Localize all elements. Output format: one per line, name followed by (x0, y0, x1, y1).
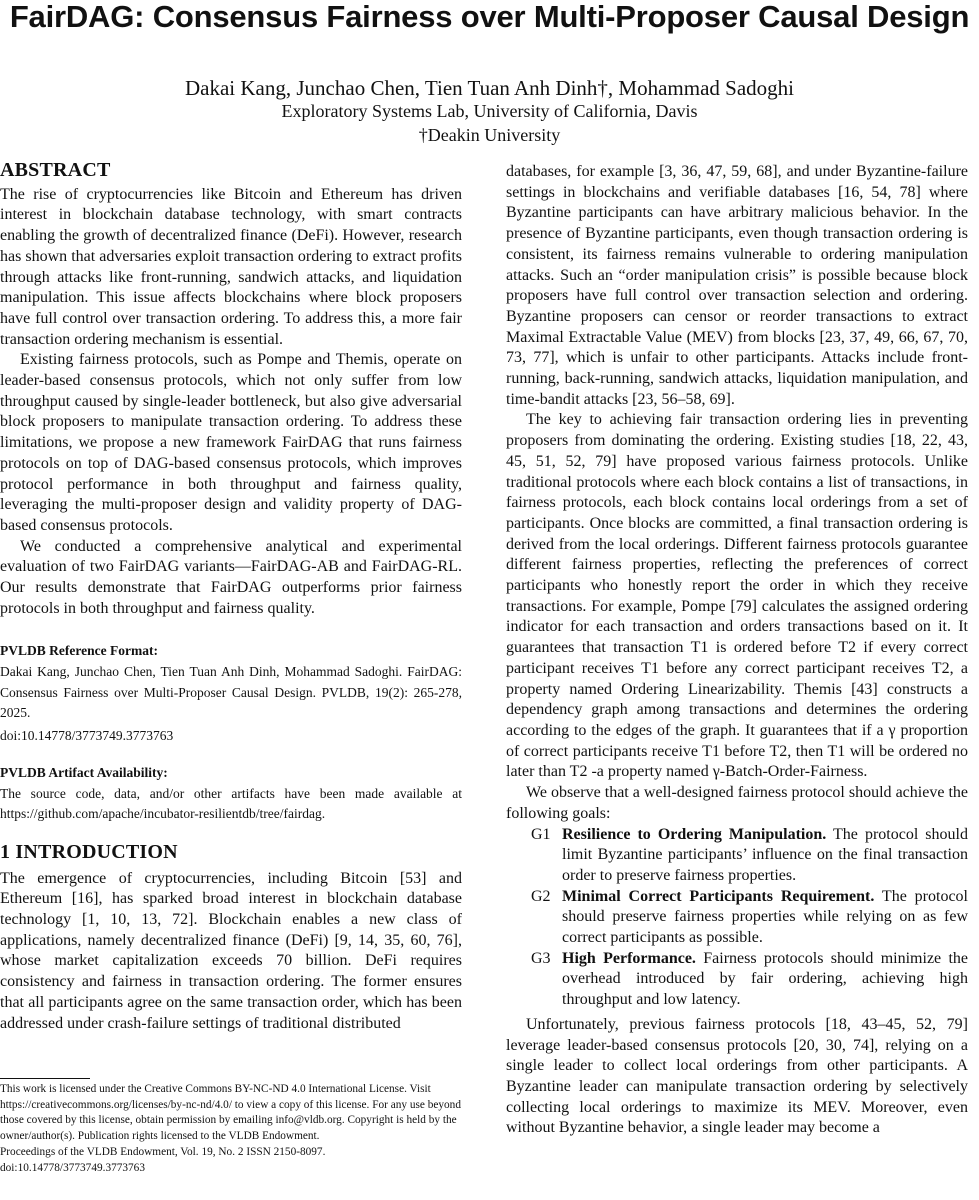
proceedings-note: Proceedings of the VLDB Endowment, Vol. 19, No. 2 ISSN 2150-8097. (0, 1145, 326, 1158)
abstract-heading: ABSTRACT (0, 159, 111, 181)
abstract-paragraph-1: The rise of cryptocurrencies like Bitcoin and Ethereum has driven interest in blockchain database technology, with smart contracts enabling the growth of decentralized finance (DeFi). However, research has shown that adversaries exploit transaction ordering to extract profits through attacks like front-running, sandwich attacks, and liquidation manipulation. This issue affects blockchains where block proposers have full control over transaction ordering. To address this, a more fair transaction ordering mechanism is essential. (0, 185, 462, 348)
intro-paragraph-1: The emergence of cryptocurrencies, including Bitcoin [53] and Ethereum [16], has sparked broad interest in blockchain database technology [1, 10, 13, 72]. Blockchain enables a new class of applications, namely decentralized finance (DeFi) [9, 14, 35, 60, 76], whose market capitalization exceeds 70 billion. DeFi requires consistency and fairness in transaction ordering. The former ensures that all participants agree on the same transaction order, which has been addressed under crash-failure settings of traditional distributed (0, 869, 462, 1032)
footnote-rule (0, 1078, 90, 1079)
affiliation-1: Exploratory Systems Lab, University of California, Davis (281, 101, 698, 121)
right-paragraph-3: We observe that a well-designed fairness protocol should achieve the following goals: (506, 784, 968, 822)
right-paragraph-2: The key to achieving fair transaction ordering lies in preventing proposers from dominating the ordering. Existing studies [18, 22, 43, 45, 51, 52, 79] have proposed various fairness protocols. Unlike traditional protocols where each block contains a list of transactions, in fairness protocols, each block contains local orderings from a set of participants. Once blocks are committed, a final transaction ordering is derived from the local orderings. Different fairness protocols guarantee different fairness properties, reflecting the preferences of correct participants who honestly report the order in which they receive transactions. For example, Pompe [79] calculates the assigned ordering indicator for each transaction and orders transactions based on it. It guarantees that transaction T1 is ordered before T2 if every correct participant receives T1 before any correct participant receives T2, a property named Ordering Linearizability. Themis [43] constructs a dependency graph among transactions and determines the ordering according to the edges of the graph. It guarantees that if a γ proportion of correct participants receive T1 before T2, then T1 will be ordered no later than T2 -a property named γ-Batch-Order-Fairness. (506, 411, 968, 781)
goal-title: Minimal Correct Participants Requirement. (562, 887, 875, 905)
introduction-heading: 1 INTRODUCTION (0, 840, 178, 863)
reference-format-text: Dakai Kang, Junchao Chen, Tien Tuan Anh Dinh, Mohammad Sadoghi. FairDAG: Consensus Fairness over Multi-Proposer Causal Design. PVLDB, 19(2): 265-278, 2025. (0, 664, 462, 721)
goal-g3 (506, 949, 968, 1011)
right-paragraph-1: databases, for example [3, 36, 47, 59, 68], and under Byzantine-failure settings in blockchains and verifiable databases [16, 54, 78] where Byzantine participants can have arbitrary malicious behavior. In the presence of Byzantine participants, even though transaction ordering is consistent, its fairness remains vulnerable to ordering manipulation attacks. Such an “order manipulation crisis” is possible because block proposers have full control over transaction selection and ordering. Byzantine proposers can censor or reorder transactions to extract Maximal Extractable Value (MEV) from blocks [23, 37, 49, 66, 67, 70, 73, 77], which is unfair to other participants. Attacks include front-running, back-running, sandwich attacks, liquidation manipulation, and time-bandit attacks [23, 56–58, 69]. (506, 163, 968, 408)
footnote-doi: doi:10.14778/3773749.3773763 (0, 1161, 145, 1174)
goal-title: High Performance. (562, 949, 696, 967)
goal-text: The protocol should limit Byzantine participants’ influence on the final transaction order to preserve fairness properties. (562, 825, 968, 884)
goal-g1 (506, 825, 968, 887)
reference-doi: doi:10.14778/3773749.3773763 (0, 727, 174, 743)
affiliation-2: †Deakin University (418, 125, 561, 145)
left-column (0, 160, 462, 1034)
paper-title: FairDAG: Consensus Fairness over Multi-Proposer Causal Design (9, 0, 970, 34)
goal-text: The protocol should preserve fairness properties while relying on as few correct participants as possible. (562, 887, 968, 947)
license-note: This work is licensed under the Creative Commons BY-NC-ND 4.0 International License. Visit https://creativecommons.org/licenses/by-nc-nd/4.0/ to view a copy of this license. For any use beyond those covered by this license, obtain permission by emailing info@vldb.org. Copyright is held by the owner/author(s). Publication rights licensed to the VLDB Endowment. (0, 1083, 461, 1143)
author-list: Dakai Kang, Junchao Chen, Tien Tuan Anh Dinh†, Mohammad Sadoghi (185, 76, 794, 100)
goal-g2 (506, 887, 968, 949)
goal-title: Resilience to Ordering Manipulation. (562, 825, 827, 843)
artifact-text: The source code, data, and/or other artifacts have been made available at https://github.com/apache/incubator-resilientdb/tree/fairdag. (0, 785, 462, 822)
abstract-paragraph-3: We conducted a comprehensive analytical and experimental evaluation of two FairDAG variants—FairDAG-AB and FairDAG-RL. Our results demonstrate that FairDAG outperforms prior fairness protocols in both throughput and fairness quality. (0, 537, 462, 617)
reference-format-heading: PVLDB Reference Format: (0, 643, 158, 659)
goal-text: Fairness protocols should minimize the overhead introduced by fair ordering, achieving high throughput and low latency. (562, 949, 969, 1009)
right-column (506, 162, 968, 1139)
right-paragraph-4: Unfortunately, previous fairness protocols [18, 43–45, 52, 79] leverage leader-based consensus protocols [20, 30, 74], relying on a single leader to collect local orderings from other participants. A Byzantine leader can manipulate transaction ordering by selectively collecting local orderings to maximize its MEV. Moreover, even without Byzantine behavior, a single leader may become a (506, 1015, 968, 1137)
goal-label: G3 (531, 949, 551, 967)
footnote (0, 1078, 462, 1176)
goal-label: G1 (531, 825, 551, 843)
abstract-paragraph-2: Existing fairness protocols, such as Pompe and Themis, operate on leader-based consensus protocols, which not only suffer from low throughput caused by single-leader bottleneck, but also give adversarial block proposers to manipulate transaction ordering. To address these limitations, we propose a new framework FairDAG that runs fairness protocols on top of DAG-based consensus protocols, which improves protocol performance in both throughput and fairness quality, leveraging the multi-proposer design and validity property of DAG-based consensus protocols. (0, 351, 462, 534)
goal-label: G2 (531, 887, 551, 905)
artifact-heading: PVLDB Artifact Availability: (0, 765, 168, 781)
